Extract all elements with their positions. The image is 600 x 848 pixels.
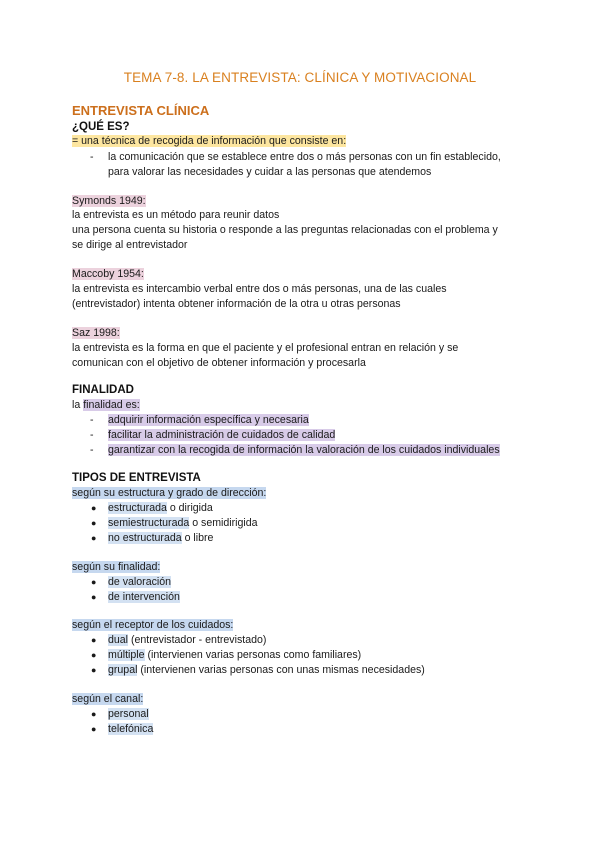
category-label-finalidad: según su finalidad: <box>72 561 161 573</box>
dash-marker: - <box>90 151 94 163</box>
author-label-symonds: Symonds 1949: <box>72 195 146 207</box>
list-item: dual (entrevistador - entrevistado) <box>108 634 267 646</box>
list-item: telefónica <box>108 723 154 735</box>
bullet-icon: ● <box>91 592 97 602</box>
list-item: garantizar con la recogida de información la valoración de los cuidados individuales <box>108 444 500 456</box>
list-item: adquirir información específica y necesaria <box>108 414 309 426</box>
text-line: comunican con el objetivo de obtener información y procesarla <box>72 357 366 369</box>
list-item: grupal (intervienen varias personas con unas mismas necesidades) <box>108 664 425 676</box>
author-label-saz: Saz 1998: <box>72 327 120 339</box>
text-line: la entrevista es la forma en que el paciente y el profesional entran en relación y se <box>72 342 459 354</box>
finalidad-intro: la finalidad es: <box>72 399 140 411</box>
bullet-icon: ● <box>91 724 97 734</box>
list-item: facilitar la administración de cuidados de calidad <box>108 429 336 441</box>
category-label-receptor: según el receptor de los cuidados: <box>72 619 234 631</box>
section-heading-tipos: TIPOS DE ENTREVISTA <box>72 472 201 484</box>
bullet-icon: ● <box>91 665 97 675</box>
page-title: TEMA 7-8. LA ENTREVISTA: CLÍNICA Y MOTIVACIONAL <box>123 70 477 85</box>
definition-line: la comunicación que se establece entre dos o más personas con un fin establecido, <box>108 151 501 163</box>
bullet-icon: ● <box>91 650 97 660</box>
definition-line: para valorar las necesidades y cuidar a las personas que atendemos <box>108 166 432 178</box>
section-heading-clinica: ENTREVISTA CLÍNICA <box>72 103 210 118</box>
text-line: la entrevista es intercambio verbal entre dos o más personas, una de las cuales <box>72 283 447 295</box>
list-item: de intervención <box>108 591 180 603</box>
bullet-icon: ● <box>91 709 97 719</box>
text-line: (entrevistador) intenta obtener información de la otra u otras personas <box>72 298 401 310</box>
category-label-estructura: según su estructura y grado de dirección: <box>72 487 267 499</box>
bullet-icon: ● <box>91 518 97 528</box>
dash-marker: - <box>90 429 94 441</box>
definition-intro: = una técnica de recogida de información que consiste en: <box>72 135 347 147</box>
category-label-canal: según el canal: <box>72 693 144 705</box>
bullet-icon: ● <box>91 533 97 543</box>
dash-marker: - <box>90 414 94 426</box>
author-label-maccoby: Maccoby 1954: <box>72 268 144 280</box>
text-line: una persona cuenta su historia o responde a las preguntas relacionadas con el problema y <box>72 224 498 236</box>
text-line: se dirige al entrevistador <box>72 239 188 251</box>
list-item: estructurada o dirigida <box>108 502 213 514</box>
text-line: la entrevista es un método para reunir datos <box>72 209 280 221</box>
section-heading-finalidad: FINALIDAD <box>72 384 134 396</box>
dash-marker: - <box>90 444 94 456</box>
bullet-icon: ● <box>91 577 97 587</box>
bullet-icon: ● <box>91 635 97 645</box>
bullet-icon: ● <box>91 503 97 513</box>
list-item: de valoración <box>108 576 172 588</box>
list-item: personal <box>108 708 149 720</box>
subheading-que-es: ¿QUÉ ES? <box>72 121 130 133</box>
list-item: no estructurada o libre <box>108 532 214 544</box>
list-item: múltiple (intervienen varias personas como familiares) <box>108 649 362 661</box>
list-item: semiestructurada o semidirigida <box>108 517 258 529</box>
